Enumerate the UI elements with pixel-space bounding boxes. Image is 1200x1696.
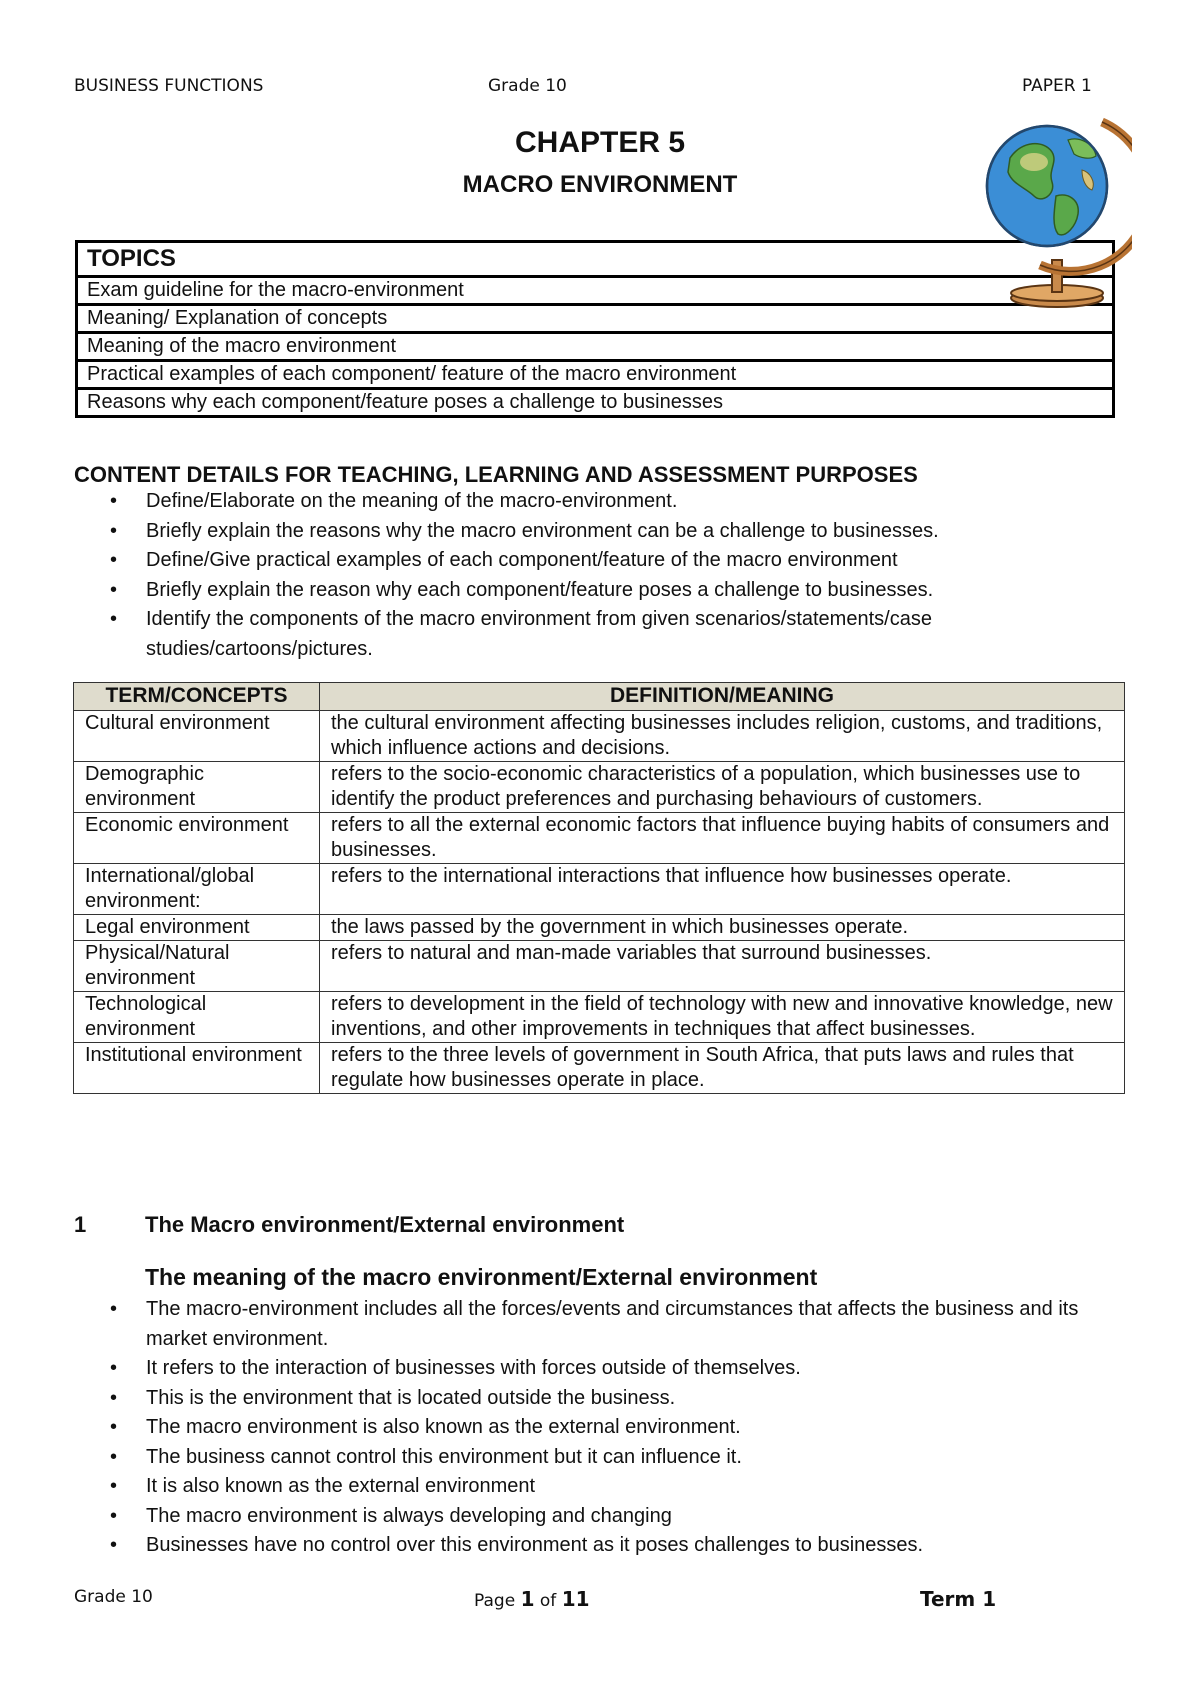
topic-item: Reasons why each component/feature poses a challenge to businesses [77,389,1114,417]
header-left: BUSINESS FUNCTIONS [74,76,264,96]
list-item: • Define/Give practical examples of each component/feature of the macro environment [74,546,1134,576]
definition-cell: the cultural environment affecting businesses includes religion, customs, and traditions, which influence actions and decisions. [320,711,1125,762]
list-item: • Briefly explain the reason why each component/feature poses a challenge to businesses. [74,576,1134,606]
terms-table [73,682,1125,1094]
header-center: Grade 10 [488,76,567,96]
definition-cell: refers to development in the field of technology with new and innovative knowledge, new inventions, and other improvements in techniques that affect businesses. [320,992,1125,1043]
list-item: • Define/Elaborate on the meaning of the macro-environment. [74,487,1134,517]
chapter-title: MACRO ENVIRONMENT [462,171,738,198]
list-item: • It refers to the interaction of businesses with forces outside of themselves. [74,1354,1134,1384]
page-of: of [534,1591,562,1611]
page-prefix: Page [474,1591,521,1611]
page-total: 11 [561,1587,590,1611]
term-cell: Institutional environment [74,1043,320,1094]
footer-right [920,1587,996,1611]
section-subtitle: The meaning of the macro environment/External environment [145,1264,818,1290]
list-item: • Briefly explain the reasons why the macro environment can be a challenge to businesses. [74,517,1134,547]
term-cell: Legal environment [74,915,320,941]
definition-cell: refers to the three levels of government in South Africa, that puts laws and rules that regulate how businesses operate in place. [320,1043,1125,1094]
term-cell: Cultural environment [74,711,320,762]
terms-col-header: TERM/CONCEPTS [74,683,320,711]
list-item: • Businesses have no control over this environment as it poses challenges to businesses. [74,1531,1134,1561]
term-cell: Demographic environment [74,762,320,813]
topic-item: Exam guideline for the macro-environment [77,277,1114,305]
list-item: • It is also known as the external environment [74,1472,1134,1502]
definition-cell: refers to the socio-economic characteristics of a population, which businesses use to identify the product preferences and purchasing behaviours of customers. [320,762,1125,813]
footer-left: Grade 10 [74,1587,153,1607]
topic-item: Meaning/ Explanation of concepts [77,305,1114,333]
topic-item: Practical examples of each component/ feature of the macro environment [77,361,1114,389]
list-item: • The macro environment is always developing and changing [74,1502,1134,1532]
term-cell: International/global environment: [74,864,320,915]
chapter-number: CHAPTER 5 [514,126,686,159]
definition-cell: refers to the international interactions that influence how businesses operate. [320,864,1125,915]
definition-cell: refers to natural and man-made variables that surround businesses. [320,941,1125,992]
section-bullet-list [74,1295,1134,1561]
list-item: • This is the environment that is located outside the business. [74,1384,1134,1414]
header-right: PAPER 1 [1022,76,1092,96]
term-label: Term 1 [920,1587,997,1611]
term-cell: Physical/Natural environment [74,941,320,992]
section-title: The Macro environment/External environment [145,1212,625,1237]
term-cell: Technological environment [74,992,320,1043]
list-item: • The macro-environment includes all the forces/events and circumstances that affects the business and its market environment. [74,1295,1134,1354]
topics-heading: TOPICS [77,242,1114,277]
list-item: • Identify the components of the macro environment from given scenarios/statements/case studies/cartoons/pictures. [74,605,1134,664]
page-number [474,1587,590,1611]
topics-table [75,240,1115,418]
page-current: 1 [520,1587,535,1611]
definition-cell: refers to all the external economic factors that influence buying habits of consumers and businesses. [320,813,1125,864]
list-item: • The macro environment is also known as the external environment. [74,1413,1134,1443]
globe-icon [982,100,1132,310]
section-number: 1 [74,1212,87,1237]
content-heading: CONTENT DETAILS FOR TEACHING, LEARNING AND ASSESSMENT PURPOSES [74,462,918,487]
topic-item: Meaning of the macro environment [77,333,1114,361]
terms-col-header: DEFINITION/MEANING [320,683,1125,711]
term-cell: Economic environment [74,813,320,864]
definition-cell: the laws passed by the government in which businesses operate. [320,915,1125,941]
list-item: • The business cannot control this environment but it can influence it. [74,1443,1134,1473]
content-bullet-list [74,487,1134,664]
